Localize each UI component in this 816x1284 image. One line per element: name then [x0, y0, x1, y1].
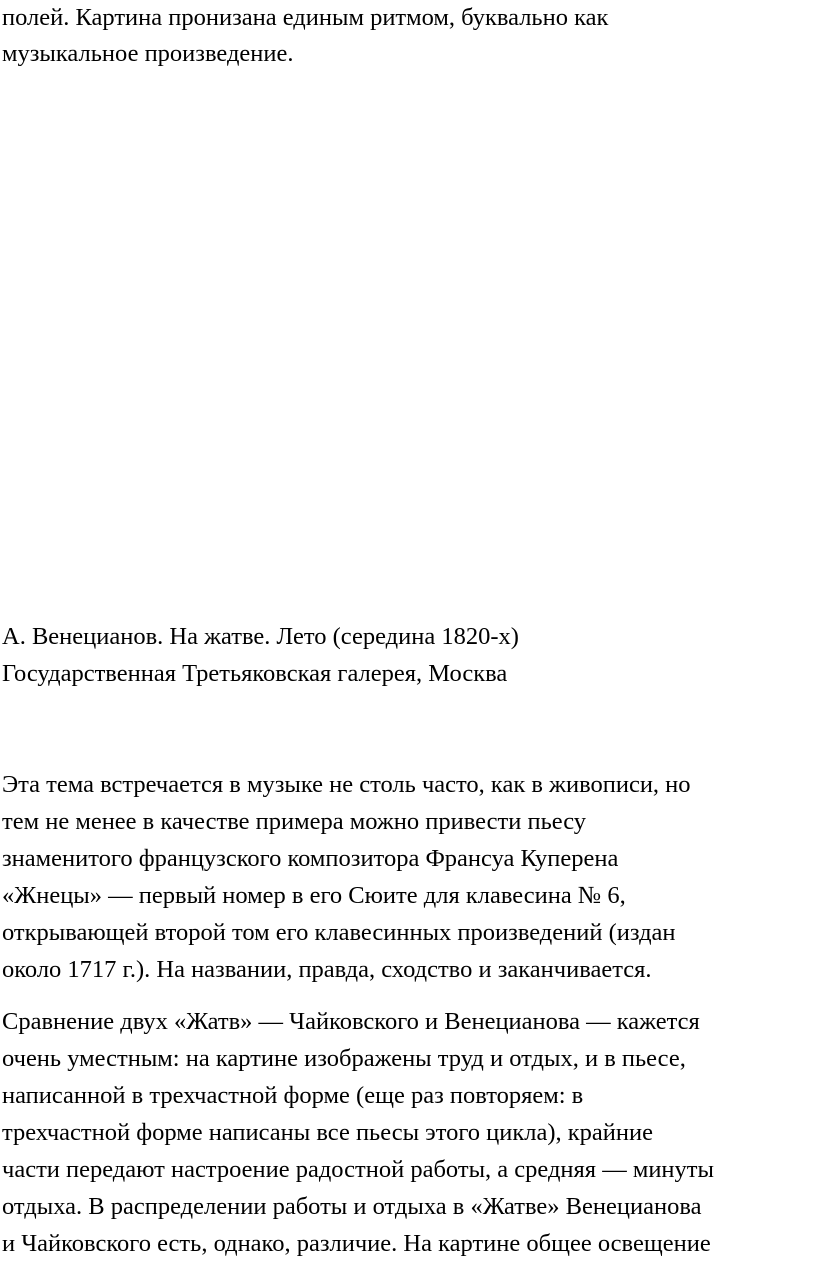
paragraph1-line-6: около 1717 г.). На названии, правда, сходство и заканчивается.	[2, 956, 652, 983]
paragraph2-line-4: трехчастной форме написаны все пьесы этого цикла), крайние	[2, 1119, 654, 1146]
caption-line-1: А. Венецианов. На жатве. Лето (середина 1820-х)	[2, 623, 519, 650]
intro-line-2: музыкальное произведение.	[2, 40, 294, 67]
paragraph2-line-6: отдыха. В распределении работы и отдыха в «Жатве» Венецианова	[2, 1193, 702, 1220]
paragraph2-line-5: части передают настроение радостной работы, а средняя — минуты	[2, 1156, 714, 1183]
caption-line-2: Государственная Третьяковская галерея, Москва	[2, 660, 508, 687]
paragraph2-line-2: очень уместным: на картине изображены труд и отдых, и в пьесе,	[2, 1045, 686, 1072]
paragraph1-line-4: «Жнецы» — первый номер в его Сюите для клавесина № 6,	[2, 882, 626, 909]
paragraph2-line-7: и Чайковского есть, однако, различие. На картине общее освещение	[2, 1230, 711, 1257]
painting-image-area	[0, 100, 816, 600]
paragraph1-line-1: Эта тема встречается в музыке не столь часто, как в живописи, но	[2, 771, 691, 798]
paragraph1-line-3: знаменитого французского композитора Франсуа Куперена	[2, 845, 619, 872]
paragraph1-line-2: тем не менее в качестве примера можно привести пьесу	[2, 808, 587, 835]
paragraph2-line-3: написанной в трехчастной форме (еще раз повторяем: в	[2, 1082, 584, 1109]
intro-line-1: полей. Картина пронизана единым ритмом, буквально как	[2, 4, 609, 31]
paragraph1-line-5: открывающей второй том его клавесинных произведений (издан	[2, 919, 676, 946]
paragraph2-line-1: Сравнение двух «Жатв» — Чайковского и Венецианова — кажется	[2, 1008, 700, 1035]
